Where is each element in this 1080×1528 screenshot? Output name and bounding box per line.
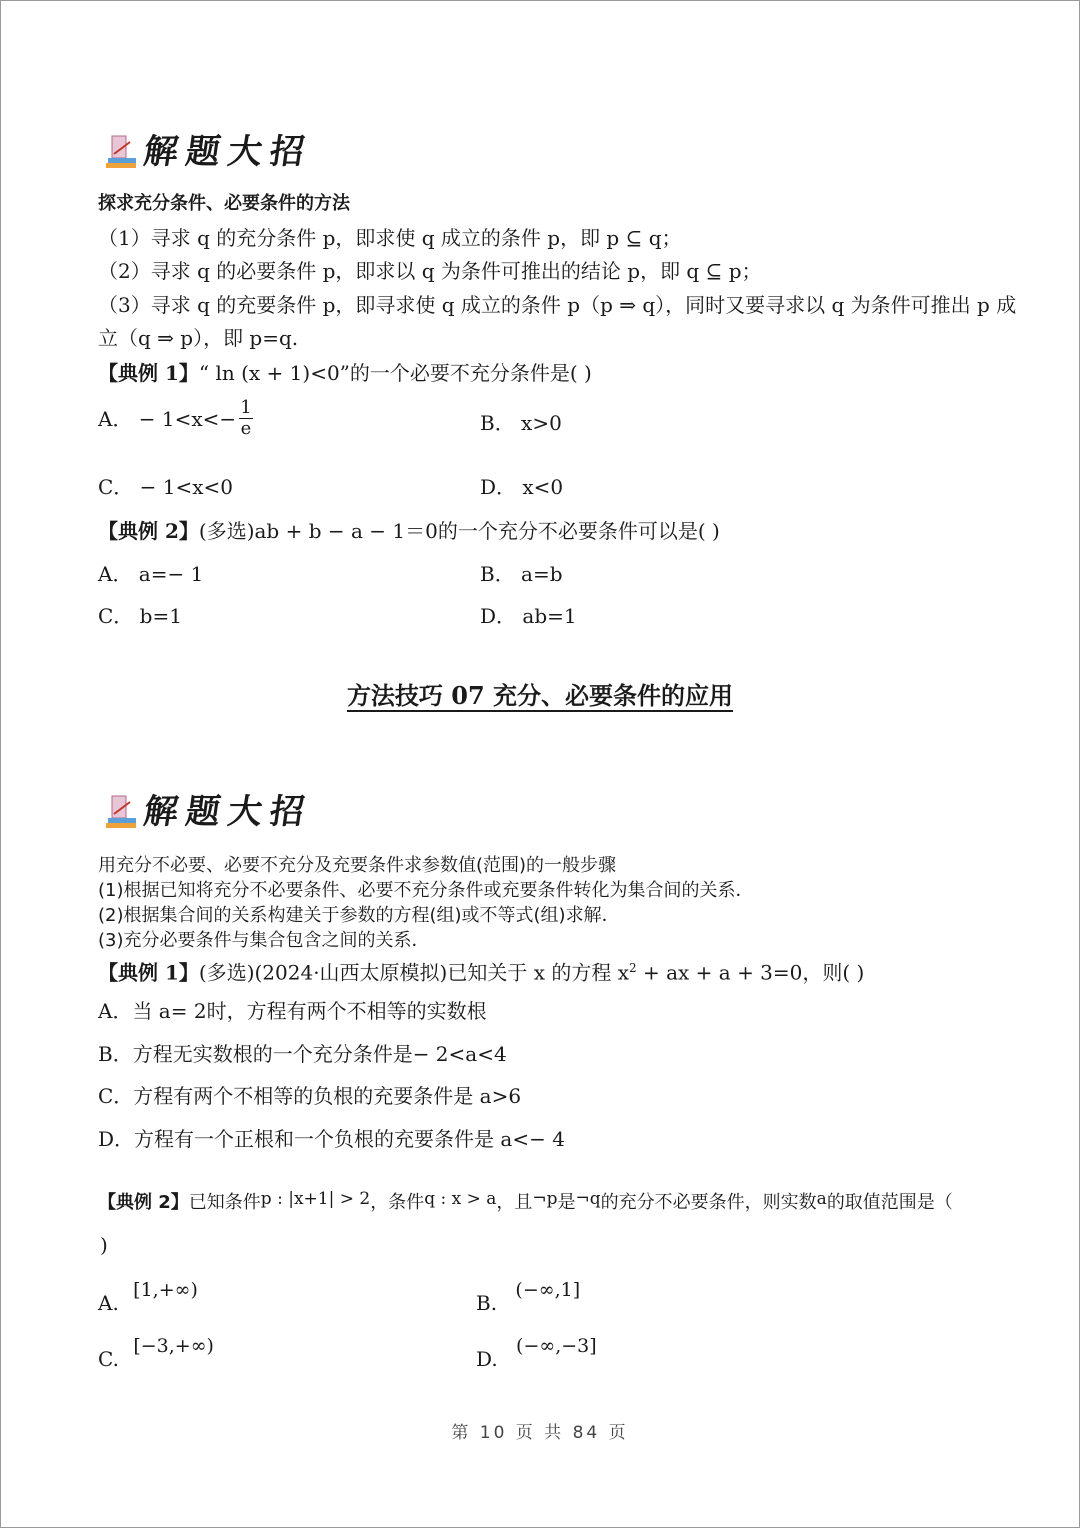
example-stem-end: + ax + a + 3=0，则( ) [636,960,865,985]
example-4 [98,1186,953,1216]
section2-heading: 用充分不必要、必要不充分及充要条件求参数值(范围)的一般步骤 [98,855,617,876]
section1-heading: 探求充分条件、必要条件的方法 [98,193,350,214]
step-3: (3)充分必要条件与集合包含之间的关系． [98,930,430,951]
example-label: 【典例 2】 [98,519,199,543]
option-a-text: A． − 1<x<− [98,406,237,431]
example-3 [98,955,864,986]
condition-p: p : |x+1| > 2 [260,1189,371,1209]
option-d: D．方程有一个正根和一个负根的充要条件是 a<− 4 [98,1127,565,1151]
option-a [98,1279,198,1317]
example-text: ，且 [496,1192,533,1213]
option-a-value: [1,+∞) [133,1279,198,1301]
option-b: B． a=b [480,562,563,586]
option-a-label: A. [98,1291,119,1315]
option-c: C． − 1<x<0 [98,475,234,499]
rule-3-line-1: （3）寻求 q 的充要条件 p，即寻求使 q 成立的条件 p（p ⇒ q），同时又要寻求以 q 为条件可推出 p 成 [98,293,1017,317]
example-text: 的取值范围是（ [826,1192,953,1213]
badge-text: 解题大招 [141,792,315,832]
option-d [476,1335,597,1373]
example-label: 【典例 2】 [98,1192,189,1213]
rule-1: （1）寻求 q 的充分条件 p，即求使 q 成立的条件 p，即 p ⊆ q； [98,226,682,250]
option-d-value: (−∞,−3] [516,1335,597,1357]
option-c [98,1335,214,1373]
books-icon [104,792,140,832]
option-b-label: B. [476,1291,498,1315]
option-d-label: D. [476,1347,498,1371]
solution-tips-badge [104,792,315,832]
fraction [238,398,253,439]
example-label: 【典例 1】 [98,960,199,985]
option-d: D． x<0 [480,475,564,499]
option-b [476,1279,581,1317]
rule-3-line-2: 立（q ⇒ p），即 p=q. [98,326,299,350]
example-text: 是 [557,1192,576,1213]
example-stem: (多选)(2024·山西太原模拟)已知关于 x 的方程 x [198,960,629,985]
option-d: D． ab=1 [480,604,577,628]
option-b: B． x>0 [480,411,562,435]
option-a [98,398,254,439]
example-label: 【典例 1】 [98,361,199,385]
example-stem: “ ln (x + 1)<0”的一个必要不充分条件是( ) [198,361,592,385]
option-a: A． a=− 1 [98,562,204,586]
badge-text: 解题大招 [141,132,315,172]
option-c-label: C. [98,1347,119,1371]
step-2: (2)根据集合间的关系构建关于参数的方程(组)或不等式(组)求解． [98,905,620,926]
not-p: ¬p [532,1189,558,1209]
variable-a: a [816,1189,827,1209]
fraction-numerator: 1 [240,397,252,418]
example-1 [98,360,592,386]
option-c: C． b=1 [98,604,182,628]
example-text: ，条件 [370,1192,425,1213]
books-icon [104,132,140,172]
step-1: (1)根据已知将充分不必要条件、必要不充分条件或充要条件转化为集合间的关系． [98,880,754,901]
example-2 [98,518,720,544]
option-c: C．方程有两个不相等的负根的充要条件是 a>6 [98,1084,522,1108]
page-footer: 第 10 页 共 84 页 [451,1423,629,1443]
solution-tips-badge [104,132,315,172]
rule-2: （2）寻求 q 的必要条件 p，即求以 q 为条件可推出的结论 p，即 q ⊆ p； [98,259,762,283]
option-a: A．当 a= 2时，方程有两个不相等的实数根 [98,999,487,1023]
condition-q: q : x > a [424,1189,497,1209]
section-title: 方法技巧 07 充分、必要条件的应用 [346,681,734,710]
superscript: 2 [629,961,637,975]
example-text: 已知条件 [188,1192,261,1213]
fraction-denominator: e [240,418,252,439]
not-q: ¬q [575,1189,601,1209]
example-text: 的充分不必要条件，则实数 [600,1192,817,1213]
option-b-value: (−∞,1] [515,1279,581,1301]
closing-paren: ) [100,1233,108,1257]
example-stem: (多选)ab + b − a − 1＝0的一个充分不必要条件可以是( ) [198,519,720,543]
option-b: B．方程无实数根的一个充分条件是− 2<a<4 [98,1042,507,1066]
option-c-value: [−3,+∞) [133,1335,214,1357]
